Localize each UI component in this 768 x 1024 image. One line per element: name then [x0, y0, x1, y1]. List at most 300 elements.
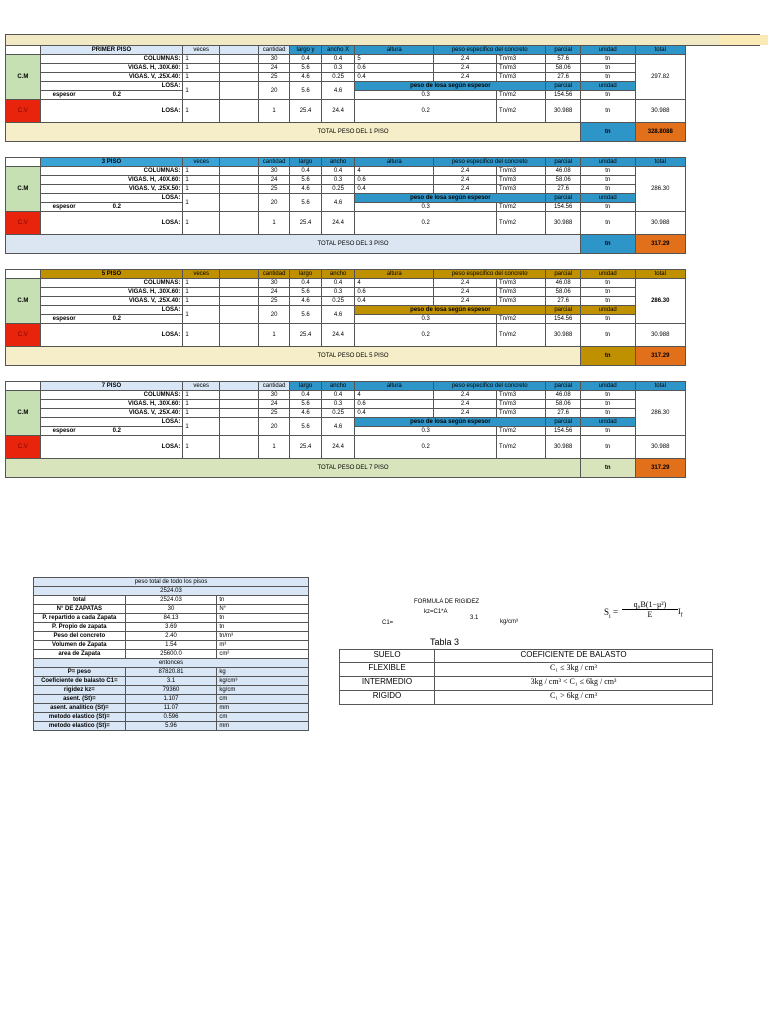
espesor-cell: espesor 0.2 — [40, 203, 183, 212]
hdr-peso: peso especifico del concreto — [434, 46, 546, 55]
element-label: VIGAS. H, .30X.60: — [40, 64, 183, 73]
hdr-peso: peso especifico del concreto — [434, 382, 546, 391]
losa-parcial-head: parcial — [546, 306, 581, 315]
parcial: 58.06 — [546, 400, 581, 409]
cv-ancho: 24.4 — [321, 436, 355, 459]
summary-value: 87820.81 — [125, 668, 217, 677]
cm-total: 297.82 — [635, 55, 685, 100]
altura: 0.4 — [355, 73, 434, 82]
ancho: 0.25 — [321, 73, 355, 82]
peso: 2.4 — [434, 279, 497, 288]
cv-unidad: tn — [580, 212, 635, 235]
summary-unit: cm — [217, 695, 309, 704]
hdr-altura: altura — [355, 46, 434, 55]
summary-unit: mm — [217, 722, 309, 731]
veces: 1 — [183, 279, 220, 288]
largo: 5.6 — [290, 418, 321, 436]
largo: 4.6 — [290, 185, 321, 194]
espesor-cell: espesor 0.2 — [40, 91, 183, 100]
cm-total: 286.30 — [635, 391, 685, 436]
veces: 1 — [183, 185, 220, 194]
parcial: 58.06 — [546, 288, 581, 297]
altura: 4 — [355, 391, 434, 400]
summary-label: P= peso — [34, 668, 126, 677]
element-label: VIGAS. V, .25X.50: — [40, 185, 183, 194]
altura: 0.6 — [355, 400, 434, 409]
veces: 1 — [183, 409, 220, 418]
largo: 4.6 — [290, 73, 321, 82]
unidad: tn — [580, 64, 635, 73]
floor-title: PRIMER PISO — [40, 46, 183, 55]
element-label: COLUMNAS: — [40, 55, 183, 64]
cv-label: C.V — [6, 100, 41, 123]
peso-unit: Tn/m3 — [497, 391, 546, 400]
cv-total: 30.988 — [635, 100, 685, 123]
summary-entonces: entonces — [34, 659, 309, 668]
summary-value: 1.54 — [125, 641, 217, 650]
floor-total-unit: tn — [580, 235, 635, 254]
parcial: 58.06 — [546, 64, 581, 73]
element-label: COLUMNAS: — [40, 167, 183, 176]
losa-subhead: peso de losa según espesor — [355, 194, 546, 203]
balasto-table — [339, 649, 713, 705]
losa-unidad-head: unidad — [580, 194, 635, 203]
summary-value: 5.96 — [125, 722, 217, 731]
peso: 2.4 — [434, 391, 497, 400]
summary-value: 30 — [125, 605, 217, 614]
cantidad: 20 — [258, 194, 289, 212]
cantidad: 24 — [258, 176, 289, 185]
veces: 1 — [183, 194, 220, 212]
cv-label: C.V — [6, 436, 41, 459]
balasto-suelo: RIGIDO — [340, 691, 435, 705]
peso-unit: Tn/m3 — [497, 167, 546, 176]
losa-subhead: peso de losa según espesor — [355, 82, 546, 91]
cm-total: 286.30 — [635, 279, 685, 324]
peso: 2.4 — [434, 288, 497, 297]
cv-ancho: 24.4 — [321, 100, 355, 123]
losa-unidad-head: unidad — [580, 306, 635, 315]
element-label: VIGAS. H, .30X.60: — [40, 288, 183, 297]
losa-unidad-head: unidad — [580, 418, 635, 427]
cantidad: 20 — [258, 82, 289, 100]
equation-lhs: $S_i$ = — [604, 607, 619, 620]
cv-ancho: 24.4 — [321, 324, 355, 347]
cm-label: C.M — [6, 279, 41, 324]
cv-label: C.V — [6, 324, 41, 347]
largo: 5.6 — [290, 288, 321, 297]
floor-title: 3 PISO — [40, 158, 183, 167]
cv-peso: 0.2 — [355, 212, 497, 235]
hdr-largo: largo — [290, 382, 321, 391]
parcial: 27.6 — [546, 297, 581, 306]
losa-peso: 0.3 — [355, 91, 497, 100]
largo: 5.6 — [290, 64, 321, 73]
peso-unit: Tn/m3 — [497, 176, 546, 185]
floor-total-value: 317.29 — [635, 459, 685, 478]
peso-unit: Tn/m3 — [497, 73, 546, 82]
summary-unit: kg — [217, 668, 309, 677]
cv-peso: 0.2 — [355, 100, 497, 123]
parcial: 57.6 — [546, 55, 581, 64]
element-label: VIGAS. V, .25X.40: — [40, 73, 183, 82]
summary-label: metodo elastico (St)= — [34, 722, 126, 731]
settlement-equation — [604, 600, 694, 625]
cv-veces: 1 — [183, 324, 220, 347]
summary-unit: m³ — [217, 641, 309, 650]
unidad: tn — [580, 73, 635, 82]
altura: 0.4 — [355, 409, 434, 418]
peso-unit: Tn/m3 — [497, 185, 546, 194]
largo: 5.6 — [290, 194, 321, 212]
hdr-largo: largo — [290, 158, 321, 167]
element-label: COLUMNAS: — [40, 279, 183, 288]
losa-parcial: 154.56 — [546, 203, 581, 212]
cv-parcial: 30.988 — [546, 100, 581, 123]
cv-cantidad: 1 — [258, 324, 289, 347]
parcial: 46.08 — [546, 167, 581, 176]
peso: 2.4 — [434, 73, 497, 82]
summary-value: 79360 — [125, 686, 217, 695]
losa-unidad: tn — [580, 203, 635, 212]
hdr-cantidad: cantidad — [258, 46, 289, 55]
summary-label: metodo elastico (St)= — [34, 713, 126, 722]
unidad: tn — [580, 391, 635, 400]
largo: 5.6 — [290, 400, 321, 409]
cv-peso-unit: Tn/m2 — [497, 324, 546, 347]
parcial: 27.6 — [546, 73, 581, 82]
cm-total: 286.30 — [635, 167, 685, 212]
formula-kz: kz=C1*A — [424, 609, 448, 615]
peso: 2.4 — [434, 167, 497, 176]
losa-unidad: tn — [580, 315, 635, 324]
summary-label: Volumen de Zapata — [34, 641, 126, 650]
largo: 0.4 — [290, 167, 321, 176]
cv-cantidad: 1 — [258, 212, 289, 235]
ancho: 0.3 — [321, 176, 355, 185]
floor-total-unit: tn — [580, 123, 635, 142]
parcial: 27.6 — [546, 185, 581, 194]
veces: 1 — [183, 73, 220, 82]
summary-label: rigidez kz= — [34, 686, 126, 695]
ancho: 0.4 — [321, 55, 355, 64]
hdr-parcial: parcial — [546, 270, 581, 279]
cm-label: C.M — [6, 167, 41, 212]
largo: 0.4 — [290, 391, 321, 400]
unidad: tn — [580, 167, 635, 176]
ancho: 4.6 — [321, 418, 355, 436]
cv-largo: 25.4 — [290, 212, 321, 235]
balasto-coef: 3kg / cm³ < C₁ ≤ 6kg / cm³ — [435, 677, 713, 691]
hdr-ancho: ancho X — [321, 46, 355, 55]
veces: 1 — [183, 55, 220, 64]
cv-label: C.V — [6, 212, 41, 235]
balasto-table-caption: Tabla 3 — [430, 637, 460, 647]
veces: 1 — [183, 400, 220, 409]
summary-value: 3.1 — [125, 677, 217, 686]
altura: 0.6 — [355, 288, 434, 297]
altura: 0.6 — [355, 176, 434, 185]
formula-c1-label: C1= — [382, 620, 394, 626]
hdr-altura: altura — [355, 382, 434, 391]
hdr-unidad: unidad — [580, 270, 635, 279]
summary-unit: tn — [217, 623, 309, 632]
ancho: 0.3 — [321, 288, 355, 297]
parcial: 46.08 — [546, 279, 581, 288]
cv-peso: 0.2 — [355, 324, 497, 347]
losa-label: LOSA: — [40, 194, 183, 203]
unidad: tn — [580, 288, 635, 297]
ancho: 0.25 — [321, 409, 355, 418]
cantidad: 25 — [258, 409, 289, 418]
largo: 5.6 — [290, 82, 321, 100]
summary-label: asent. (St)= — [34, 695, 126, 704]
summary-value: 2524.03 — [125, 596, 217, 605]
cantidad: 24 — [258, 64, 289, 73]
summary-value: 11.07 — [125, 704, 217, 713]
floor-total-value: 317.29 — [635, 347, 685, 366]
unidad: tn — [580, 185, 635, 194]
hdr-cantidad: cantidad — [258, 270, 289, 279]
summary-unit: cm — [217, 713, 309, 722]
cv-ancho: 24.4 — [321, 212, 355, 235]
summary-label: asent. analitico (St)= — [34, 704, 126, 713]
losa-parcial: 154.56 — [546, 91, 581, 100]
veces: 1 — [183, 82, 220, 100]
ancho: 4.6 — [321, 194, 355, 212]
largo: 0.4 — [290, 279, 321, 288]
summary-unit: kg/cm — [217, 686, 309, 695]
ancho: 0.3 — [321, 64, 355, 73]
cv-losa-label: LOSA: — [40, 212, 183, 235]
floor-title: 5 PISO — [40, 270, 183, 279]
altura: 0.4 — [355, 185, 434, 194]
altura: 4 — [355, 167, 434, 176]
cm-label: C.M — [6, 55, 41, 100]
cantidad: 30 — [258, 167, 289, 176]
ancho: 0.25 — [321, 297, 355, 306]
largo: 4.6 — [290, 409, 321, 418]
cantidad: 24 — [258, 288, 289, 297]
summary-label: P. Propio de zapata — [34, 623, 126, 632]
cv-cantidad: 1 — [258, 100, 289, 123]
losa-peso-unit: Tn/m2 — [497, 91, 546, 100]
peso: 2.4 — [434, 297, 497, 306]
peso: 2.4 — [434, 64, 497, 73]
peso: 2.4 — [434, 400, 497, 409]
summary-label: Peso del concreto — [34, 632, 126, 641]
floor-table-3 — [5, 381, 686, 478]
unidad: tn — [580, 176, 635, 185]
summary-value: 2.40 — [125, 632, 217, 641]
cv-veces: 1 — [183, 212, 220, 235]
floor-total-label: TOTAL PESO DEL 3 PISO — [6, 235, 581, 254]
largo: 5.6 — [290, 176, 321, 185]
ancho: 4.6 — [321, 82, 355, 100]
unidad: tn — [580, 279, 635, 288]
cv-unidad: tn — [580, 100, 635, 123]
cantidad: 20 — [258, 418, 289, 436]
summary-value: 1.107 — [125, 695, 217, 704]
cv-parcial: 30.988 — [546, 436, 581, 459]
summary-unit: tn — [217, 596, 309, 605]
altura: 5 — [355, 55, 434, 64]
hdr-total: total — [635, 270, 685, 279]
ancho: 0.25 — [321, 185, 355, 194]
summary-value: 25600.0 — [125, 650, 217, 659]
unidad: tn — [580, 297, 635, 306]
summary-label: Coeficiente de balasto C1= — [34, 677, 126, 686]
altura: 0.4 — [355, 297, 434, 306]
hdr-total: total — [635, 382, 685, 391]
floor-table-1 — [5, 157, 686, 254]
unidad: tn — [580, 409, 635, 418]
losa-subhead: peso de losa según espesor — [355, 418, 546, 427]
balasto-suelo: FLEXIBLE — [340, 663, 435, 677]
cv-largo: 25.4 — [290, 436, 321, 459]
floor-table-0 — [5, 45, 686, 142]
element-label: COLUMNAS: — [40, 391, 183, 400]
cv-unidad: tn — [580, 324, 635, 347]
parcial: 46.08 — [546, 391, 581, 400]
cv-losa-label: LOSA: — [40, 100, 183, 123]
ancho: 0.4 — [321, 279, 355, 288]
losa-peso-unit: Tn/m2 — [497, 427, 546, 436]
cv-losa-label: LOSA: — [40, 436, 183, 459]
cv-losa-label: LOSA: — [40, 324, 183, 347]
losa-subhead: peso de losa según espesor — [355, 306, 546, 315]
hdr-peso: peso especifico del concreto — [434, 158, 546, 167]
summary-label: area de Zapata — [34, 650, 126, 659]
veces: 1 — [183, 418, 220, 436]
altura: 4 — [355, 279, 434, 288]
floor-table-2 — [5, 269, 686, 366]
balasto-col-coef: COEFICIENTE DE BALASTO — [435, 650, 713, 663]
summary-unit: kg/cm³ — [217, 677, 309, 686]
hdr-ancho: ancho — [321, 158, 355, 167]
hdr-parcial: parcial — [546, 158, 581, 167]
cantidad: 25 — [258, 185, 289, 194]
balasto-col-suelo: SUELO — [340, 650, 435, 663]
hdr-altura: altura — [355, 158, 434, 167]
floor-total-value: 328.8088 — [635, 123, 685, 142]
cv-unidad: tn — [580, 436, 635, 459]
cv-peso: 0.2 — [355, 436, 497, 459]
balasto-suelo: INTERMEDIO — [340, 677, 435, 691]
peso-unit: Tn/m3 — [497, 400, 546, 409]
hdr-altura: altura — [355, 270, 434, 279]
cv-largo: 25.4 — [290, 100, 321, 123]
hdr-unidad: unidad — [580, 382, 635, 391]
element-label: VIGAS. V, .25X.40: — [40, 297, 183, 306]
hdr-largo: largo — [290, 270, 321, 279]
cv-parcial: 30.988 — [546, 212, 581, 235]
peso-unit: Tn/m3 — [497, 55, 546, 64]
espesor-cell: espesor 0.2 — [40, 315, 183, 324]
element-label: VIGAS. H, .30X.60: — [40, 400, 183, 409]
floor-total-unit: tn — [580, 347, 635, 366]
unidad: tn — [580, 55, 635, 64]
hdr-unidad: unidad — [580, 46, 635, 55]
unidad: tn — [580, 400, 635, 409]
losa-peso-unit: Tn/m2 — [497, 315, 546, 324]
summary-unit: tn — [217, 614, 309, 623]
sheet-header-bar-extension — [720, 35, 768, 45]
losa-label: LOSA: — [40, 306, 183, 315]
floor-total-label: TOTAL PESO DEL 5 PISO — [6, 347, 581, 366]
hdr-peso: peso especifico del concreto — [434, 270, 546, 279]
parcial: 27.6 — [546, 409, 581, 418]
cm-label: C.M — [6, 391, 41, 436]
summary-unit: cm² — [217, 650, 309, 659]
cantidad: 30 — [258, 391, 289, 400]
hdr-cantidad: cantidad — [258, 382, 289, 391]
balasto-coef: C₁ ≤ 3kg / cm³ — [435, 663, 713, 677]
balasto-coef: C₁ > 6kg / cm³ — [435, 691, 713, 705]
hdr-parcial: parcial — [546, 382, 581, 391]
altura: 0.6 — [355, 64, 434, 73]
hdr-ancho: ancho — [321, 382, 355, 391]
floor-total-label: TOTAL PESO DEL 1 PISO — [6, 123, 581, 142]
equation-tail: $I_f$ — [678, 607, 683, 619]
hdr-total: total — [635, 158, 685, 167]
veces: 1 — [183, 176, 220, 185]
losa-parcial-head: parcial — [546, 418, 581, 427]
summary-label: N° DE ZAPATAS — [34, 605, 126, 614]
peso: 2.4 — [434, 176, 497, 185]
summary-label: P. repartido a cada Zapata — [34, 614, 126, 623]
hdr-veces: veces — [183, 382, 220, 391]
espesor-cell: espesor 0.2 — [40, 427, 183, 436]
formula-c1-unit: kg/cm³ — [500, 619, 518, 625]
summary-value: 3.69 — [125, 623, 217, 632]
element-label: VIGAS. V, .25X.40: — [40, 409, 183, 418]
cv-peso-unit: Tn/m2 — [497, 212, 546, 235]
largo: 4.6 — [290, 297, 321, 306]
losa-parcial: 154.56 — [546, 427, 581, 436]
floor-total-value: 317.29 — [635, 235, 685, 254]
losa-peso: 0.3 — [355, 427, 497, 436]
veces: 1 — [183, 64, 220, 73]
cv-largo: 25.4 — [290, 324, 321, 347]
summary-unit: tn/m³ — [217, 632, 309, 641]
hdr-veces: veces — [183, 158, 220, 167]
ancho: 0.3 — [321, 400, 355, 409]
cv-peso-unit: Tn/m2 — [497, 100, 546, 123]
floor-title: 7 PISO — [40, 382, 183, 391]
hdr-total: total — [635, 46, 685, 55]
largo: 0.4 — [290, 55, 321, 64]
cv-total: 30.988 — [635, 436, 685, 459]
floor-total-label: TOTAL PESO DEL 7 PISO — [6, 459, 581, 478]
parcial: 58.06 — [546, 176, 581, 185]
ancho: 4.6 — [321, 306, 355, 324]
losa-peso: 0.3 — [355, 315, 497, 324]
ancho: 0.4 — [321, 391, 355, 400]
peso-unit: Tn/m3 — [497, 288, 546, 297]
losa-label: LOSA: — [40, 82, 183, 91]
cantidad: 30 — [258, 279, 289, 288]
cv-peso-unit: Tn/m2 — [497, 436, 546, 459]
hdr-veces: veces — [183, 46, 220, 55]
peso: 2.4 — [434, 185, 497, 194]
formula-c1-value: 3.1 — [470, 615, 479, 621]
peso-unit: Tn/m3 — [497, 409, 546, 418]
summary-title: peso total de todo los pisos — [34, 578, 309, 587]
summary-unit: mm — [217, 704, 309, 713]
losa-parcial-head: parcial — [546, 82, 581, 91]
losa-peso: 0.3 — [355, 203, 497, 212]
